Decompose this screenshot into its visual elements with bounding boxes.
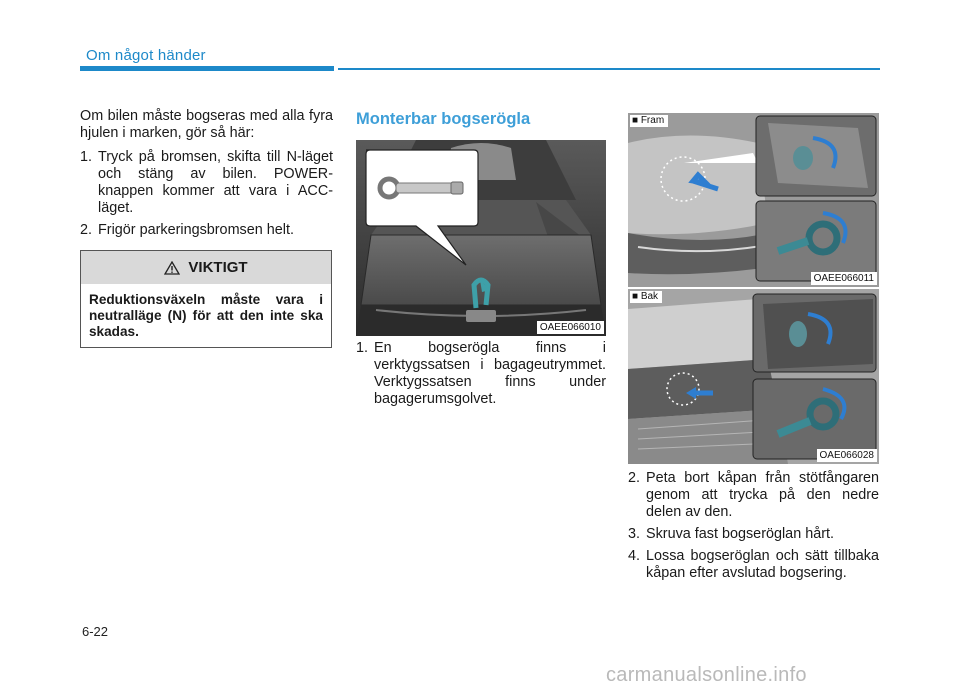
header-rule-dark [80, 66, 334, 71]
list-item [628, 526, 879, 543]
trunk-illustration [356, 140, 606, 336]
header-rule-light [338, 68, 880, 70]
list-item [80, 222, 333, 239]
right-column [628, 470, 879, 587]
list-number: 4. [628, 548, 641, 564]
list-text: Skruva fast bogseröglan hårt. [646, 526, 834, 542]
list-number: 3. [628, 526, 641, 542]
figure-code: OAEE066010 [537, 321, 604, 334]
list-number: 2. [80, 222, 93, 238]
list-text: Frigör parkeringsbromsen helt. [98, 222, 294, 238]
figure-label: ■ Bak [630, 291, 662, 303]
page-number: 6-22 [82, 624, 109, 639]
warning-text: Reduktionsväxeln måste vara i neutralläge (N) för att den inte ska skadas. [89, 292, 323, 339]
chapter-title: Om något händer [86, 47, 206, 64]
list-number: 1. [80, 149, 93, 165]
warning-triangle-icon [164, 261, 180, 275]
list-text: En bogserögla finns i verktygssatsen i bagageutrymmet. Verktygssatsen finns under bagagerumsgolvet. [374, 340, 606, 407]
warning-header [81, 251, 331, 284]
list-text: Peta bort kåpan från stötfångaren genom att trycka på den nedre delen av den. [646, 470, 879, 520]
list-item [356, 340, 606, 408]
list-item [628, 548, 879, 582]
figure-code: OAEE066011 [811, 272, 877, 285]
section-title: Monterbar bogserögla [356, 110, 531, 128]
front-bumper-illustration [628, 113, 879, 287]
list-text: Tryck på bromsen, skifta till N-läget och stäng av bilen. POWER-knappen kommer att vara i ACC-läget. [98, 149, 333, 216]
figure-label: ■ Fram [630, 115, 668, 127]
figure-code: OAE066028 [817, 449, 878, 462]
list-text: Lossa bogseröglan och sätt tillbaka kåpan efter avslutad bogsering. [646, 548, 879, 581]
intro-paragraph: Om bilen måste bogseras med alla fyra hjulen i marken, gör så här: [80, 108, 333, 141]
list-number: 2. [628, 470, 641, 486]
front-bumper-drawing [628, 113, 879, 287]
list-item [80, 149, 333, 217]
trunk-drawing [356, 140, 606, 336]
warning-title: VIKTIGT [188, 259, 248, 276]
left-column [80, 108, 333, 244]
list-item [628, 470, 879, 521]
rear-bumper-illustration [628, 289, 879, 464]
warning-box [80, 250, 332, 348]
middle-column [356, 340, 606, 413]
watermark-link[interactable]: carmanualsonline.info [606, 664, 807, 686]
rear-bumper-drawing [628, 289, 879, 464]
list-number: 1. [356, 340, 369, 356]
